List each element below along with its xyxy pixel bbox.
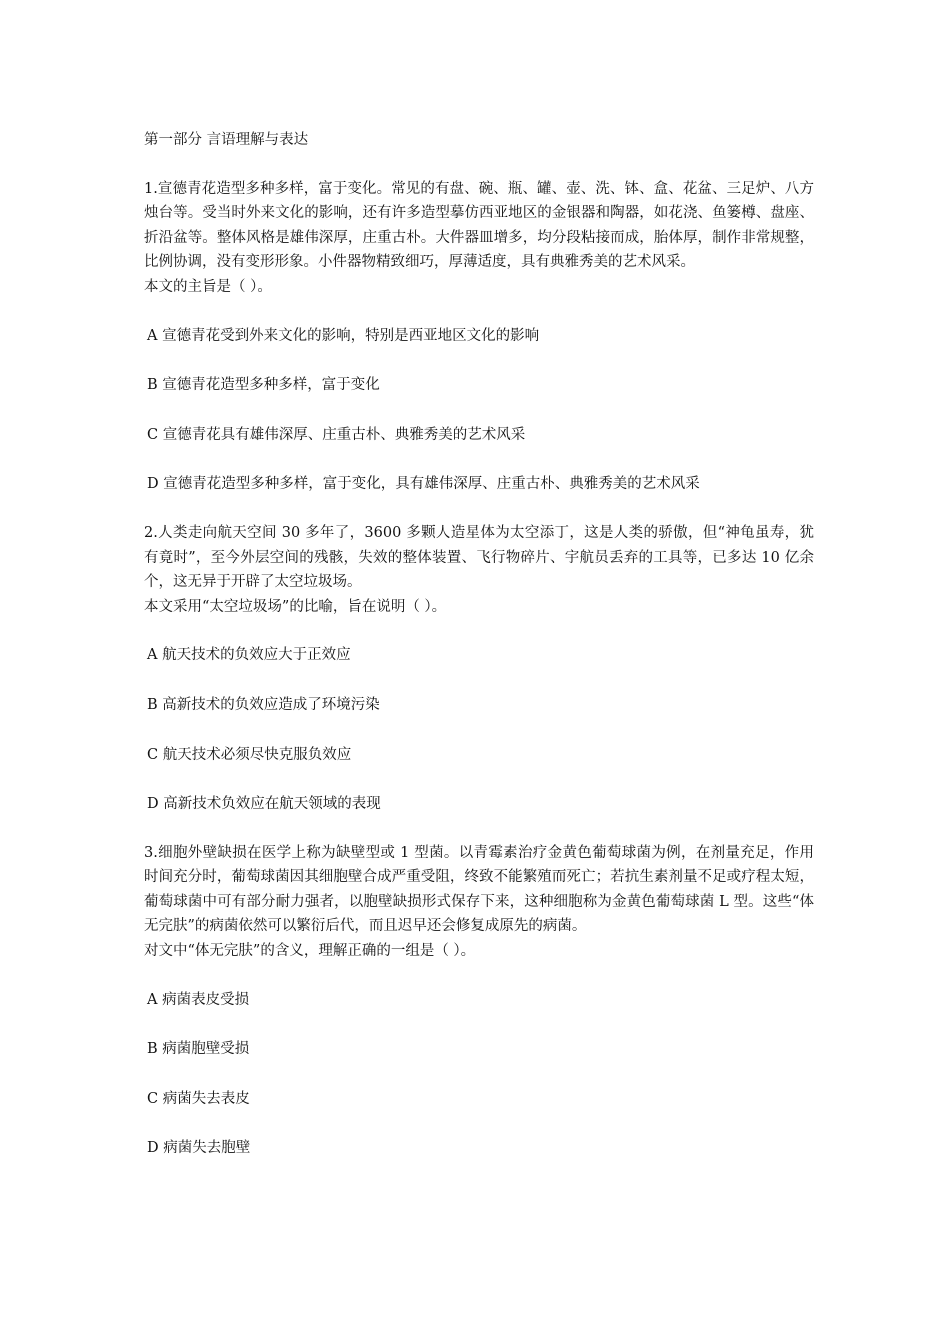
question-stem: 1.宣德青花造型多种多样，富于变化。常见的有盘、碗、瓶、罐、壶、洗、钵、盒、花盆、三足炉、八方烛台等。受当时外来文化的影响，还有许多造型摹仿西亚地区的金银器和陶器，如花浇、鱼篓樽、盘座、折沿盆等。整体风格是雄伟深厚，庄重古朴。大件器皿增多，均分段粘接而成，胎体厚，制作非常规整，比例协调，没有变形形象。小件器物精致细巧，厚薄适度，具有典雅秀美的艺术风采。 [144,180,814,271]
question-1 [144,177,814,497]
option-d: D 宣德青花造型多种多样，富于变化，具有雄伟深厚、庄重古朴、典雅秀美的艺术风采 [147,476,700,493]
option-d: D 病菌失去胞壁 [147,1140,251,1157]
document-page [144,128,814,1185]
option-list [144,643,814,816]
option-c: C 航天技术必须尽快克服负效应 [147,746,352,763]
option-list [144,988,814,1161]
option-a: A 宣德青花受到外来文化的影响，特别是西亚地区文化的影响 [147,327,540,344]
option-c: C 宣德青花具有雄伟深厚、庄重古朴、典雅秀美的艺术风采 [147,426,526,443]
option-list [144,324,814,497]
question-stem: 2.人类走向航天空间 30 多年了，3600 多颗人造星体为太空添丁，这是人类的骄傲，但“神龟虽寿，犹有竟时”，至今外层空间的残骸，失效的整体装置、飞行物碎片、宇航员丢弃的工具等，已多达 10 亿余个，这无异于开辟了太空垃圾场。 [144,524,814,591]
question-3 [144,841,814,1161]
section-title: 第一部分 言语理解与表达 [144,132,309,148]
question-2 [144,521,814,817]
option-b: B 病菌胞壁受损 [147,1041,250,1058]
option-d: D 高新技术负效应在航天领域的表现 [147,796,381,813]
question-stem: 3.细胞外壁缺损在医学上称为缺壁型或 1 型菌。以青霉素治疗金黄色葡萄球菌为例，在剂量充足，作用时间充分时，葡萄球菌因其细胞壁合成严重受阻，终致不能繁殖而死亡；若抗生素剂量不足或疗程太短，葡萄球菌中可有部分耐力强者，以胞壁缺损形式保存下来，这种细胞称为金黄色葡萄球菌 L 型。这些“体无完肤”的病菌依然可以繁衍后代，而且迟早还会修复成原先的病菌。 [144,844,814,935]
question-prompt: 本文采用“太空垃圾场”的比喻，旨在说明（ ）。 [144,598,447,615]
option-b: B 宣德青花造型多种多样，富于变化 [147,377,380,394]
option-c: C 病菌失去表皮 [147,1090,250,1107]
question-prompt: 本文的主旨是（ ）。 [144,278,272,295]
option-b: B 高新技术的负效应造成了环境污染 [147,696,380,713]
option-a: A 航天技术的负效应大于正效应 [147,647,351,664]
question-prompt: 对文中“体无完肤”的含义，理解正确的一组是（ ）。 [144,943,476,960]
option-a: A 病菌表皮受损 [147,991,250,1008]
